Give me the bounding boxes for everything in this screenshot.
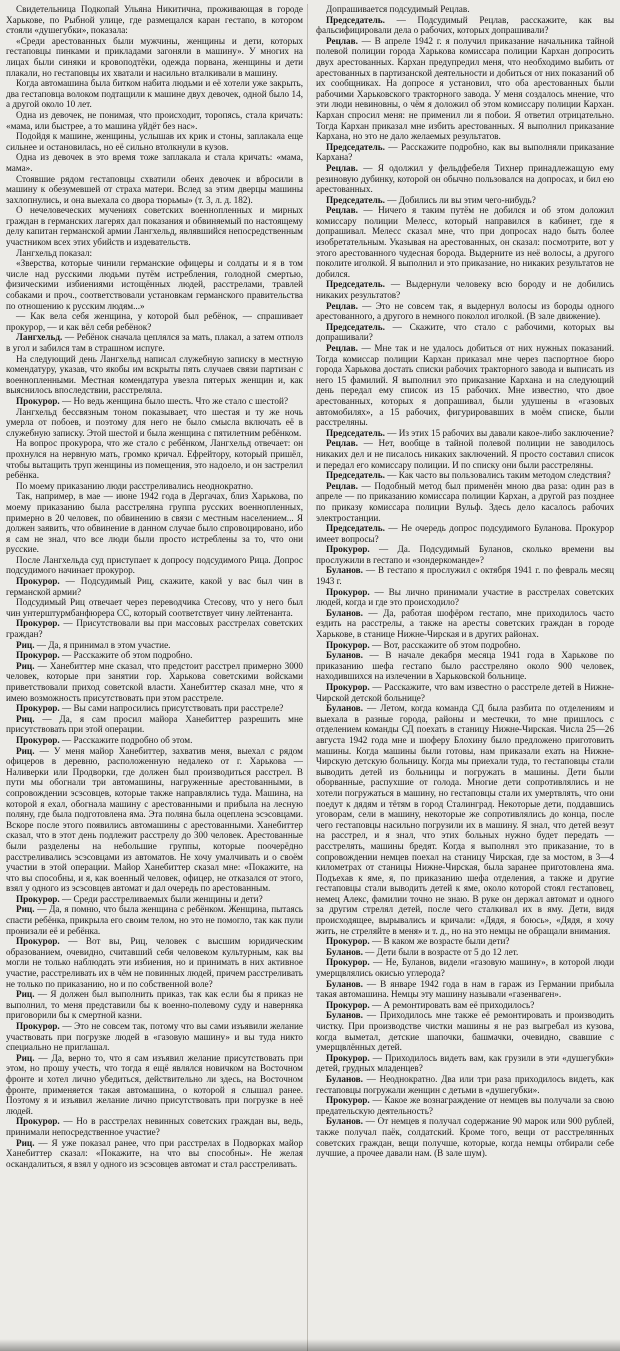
speaker-name: Председатель. [326,141,385,152]
speaker-name: Прокурор. [16,1021,60,1031]
paragraph: Риц. — Я должен был выполнить приказ, так как если бы я приказ не выполнил, то меня представили бы к военно-полевому суду и наверняка приговорили бы к смертной казни. [6,989,303,1021]
speaker-name: Буланов. [326,978,363,989]
speaker-name: Буланов. [326,703,363,714]
paragraph: Стоявшие рядом гестаповцы схватили обеих девочек и вбросили в машину к обезумевшей от страха матери. Вслед за этим дверцы машины захлопнулись, и она выехала со двора тюрьмы» (т. 3, л. д. 182). [6,173,303,205]
speaker-name: Рецлав. [326,300,358,311]
paragraph: Буланов. — Дети были в возрасте от 5 до 12 лет. [326,946,519,957]
paragraph: Так, например, в мае — июне 1942 года в Дергачах, близ Харькова, по моему приказанию была расстреляна группа русских военнопленных, примерно в 20 человек, по обвинению в связи с местным населением... Я должен заявить, что обвинение в данном случае было спровоцировано, ибо я сам не знал, что все люди были просто истреблены за то, что они русские. [6,491,303,555]
paragraph: По моему приказанию люди расстреливались неоднократно. [16,480,254,491]
paragraph: Прокурор. — Расскажите, что вам известно о расстреле детей в Нижне-Чирской детской больнице? [316,682,614,703]
speaker-name: Буланов. [326,607,363,618]
speaker-name: Прокурор. [326,639,370,650]
paragraph: Рецлав. — Подобный метод был применён мною два раза: один раз в апреле — по приказанию комиссара полиции Кархан, а другой раз позднее по приказу комиссара полиции Вульф. Здесь дело касалось рабочих электростанции. [316,480,614,523]
speaker-name: Председатель. [326,194,385,205]
paragraph: Рецлав. — В апреле 1942 г. я получил приказание начальника тайной полевой полиции города Харькова комиссара полиции Кархан допросить двух арестованных. Кархан предупредил меня, что необходимо выбить от арестованных в партизанской деятельности и добиться от них показаний об их сообщниках. На допросе я установил, что оба арестованных были рабочими Харьковского тракторного завода. У меня создалось мнение, что эти люди невиновны, о чём я доложил об этом комиссару полиции Кархан. Кархан спросил меня: не применил ли я побои. Я ответил отрицательно. Тогда Кархан приказал мне избить арестованных. Я выполнил приказание Кархана, но это не дало желаемых результатов. [316,35,614,142]
paragraph: — Как вела себя женщина, у которой был ребёнок, — спрашивает прокурор, — и как вёл себя ребёнок? [6,311,303,332]
paragraph: Риц. — Да, я сам просил майора Ханебиттер разрешить мне присутствовать при этой операции. [6,713,303,735]
speaker-name: Буланов. [326,1010,363,1021]
speaker-name: Председатель. [326,321,385,332]
speaker-name: Прокурор. [16,734,60,745]
speaker-name: Риц. [16,639,35,650]
paragraph: Председатель. — Добились ли вы этим чего-нибудь? [326,194,536,205]
speaker-name: Рецлав. [326,438,358,449]
paragraph: Прокурор. — Приходилось видеть вам, как грузили в эти «душегубки» детей, грудных младенцев? [316,1052,614,1074]
paragraph: Лангхельд показал: [16,247,93,258]
right-column [316,4,614,1351]
paragraph: Прокурор. — Подсудимый Риц, скажите, какой у вас был чин в германской армии? [6,576,303,597]
paragraph: Прокурор. — Вы лично принимали участие в расстрелах советских людей, когда и где это происходило? [316,586,614,608]
paragraph: Прокурор. — Среди расстреливаемых были женщины и дети? [16,893,263,904]
paragraph: Когда автомашина была битком набита людьми и её хотели уже закрыть, два гестаповца волоком подтащили к машине двух девочек, одной было 14, а другой около 10 лет. [6,78,303,110]
speaker-name: Прокурор. [326,544,370,555]
speaker-name: Рецлав. [326,162,358,173]
speaker-name: Риц. [16,1052,35,1063]
speaker-name: Рецлав. [326,480,358,491]
speaker-name: Риц. [16,989,35,1000]
paragraph: Прокурор. — Вот, расскажите об этом подробно. [326,639,521,650]
paragraph: Председатель. — Не очередь допрос подсудимого Буланова. Прокурор имеет вопросы? [316,523,614,544]
speaker-name: Прокурор. [16,703,60,714]
paragraph: Прокурор. — А ремонтировать вам её приходилось? [326,999,535,1010]
paragraph: На следующий день Лангхельд написал служебную записку в местную комендатуру, указав, что якобы им вскрыты пять случаев связи партизан с военнопленными. Местная комендатура увезла пятерых женщин и, как выяснилось впоследствии, расстреляла. [6,353,303,396]
speaker-name: Прокурор. [326,682,370,692]
paragraph: Риц. — Да, я принимал в этом участие. [16,639,171,650]
paragraph: Риц. — Да, верно то, что я сам изъявил желание присутствовать при этом, но прошу учесть, что тогда я ещё являлся новичком на Восточном фронте и хотел лично убедиться, действительно ли здесь, на Восточном фронте, применяется такая автомашина, о которой я слышал ранее. Поэтому я и изъявил желание лично присутствовать при погрузке в неё людей. [6,1052,303,1116]
paragraph: Председатель. — Выдернули человеку всю бороду и не добились никаких результатов? [316,279,614,301]
speaker-name: Председатель. [326,279,385,290]
paragraph: «Зверства, которые чинили германские офицеры и солдаты и я в том числе над русскими людьми путём истребления, голодной смертью, физическими избиениями истощённых людей, расстрелами, травлей собаками и проч., соответствовали установкам германского правительства по отношению к русским людям...» [6,258,303,311]
speaker-name: Буланов. [326,565,363,576]
paragraph: Буланов. — Летом, когда команда СД была разбита по отделениям и выехала в разные города, районы и местечки, то мне пришлось с отделением команды СД поехать в станицу Нижне-Чирская. Числа 25—26 августа 1942 года мне и шоферу Блохину было предложено приготовить машины. Когда машины были готовы, нам приказали ехать на Нижне-Чирскую детскую больницу. Когда мы приехали туда, то гестаповцы стали выводить детей из больницы и погружать в машины. Дети были оборванные, распухшие от голода. Многие дети сопротивлялись и не хотели погружаться в машину, но гестаповцы стали их умертвлять, что они поедут к дядям и тётям в город Сталинград. Некоторые дети, поддавшись уговорам, сели в машину, некоторые же сопротивлялись до конца, после чего гестаповцы насильно погрузили их в машину. Я знал, что детей везут на расстрел, и я знал, что этих больных нужно будет передать — расстрелять, машины бредят. Когда я выполнял это приказание, то в сопровождении немцев поехал на станицу Чирская, где за мостом, в 3—4 километрах от станицы Нижне-Чирская, была заранее приготовлена яма. Подъехав к яме, я, по приказанию шефа отделения, а также и другие гестаповцы стали выводить детей к яме, около которой стоял гестаповец, немец Алекс, фамилии точно не знаю. В руке он держал автомат и одного за другим стрелял детей, после чего сталкивал их в яму. Дети, видя происходящее, вырывались и кричали: «Дядя, я боюсь», «Дядя, я хочу жить, не стреляйте в меня» и т. д., но на это немцы не обращали внимания. [316,703,614,936]
speaker-name: Риц. [16,713,35,724]
speaker-name: Буланов. [326,1116,363,1127]
paragraph: Допрашивается подсудимый Рецлав. [326,4,470,14]
paragraph: Рецлав. — Нет, вообще в тайной полевой полиции не заводилось никаких дел и не писалось никаких заключений. Я просто составил список и передал его комиссару полиции. И по списку они были расстреляны. [316,438,614,470]
paragraph: Подойдя к машине, женщины, услышав их крик и стоны, заплакала еще сильнее и остановилась, но её сильно втолкнули в кузов. [6,131,303,152]
paragraph: Прокурор. — Присутствовали вы при массовых расстрелах советских граждан? [6,618,303,640]
paragraph: Прокурор. — Вот вы, Риц, человек с высшим юридическим образованием, очевидно, считавший себя человеком культурным, как вы могли не только наблюдать эти избиения, но и принимать в них активное участие, расстреливать их в чём не повинных людей, причем расстреливать не только по приказанию, но и по собственной воле? [6,936,303,989]
speaker-name: Прокурор. [16,936,60,947]
speaker-name: Прокурор. [16,618,60,629]
speaker-name: Прокурор. [326,957,370,968]
speaker-name: Буланов. [326,650,363,661]
speaker-name: Прокурор. [326,936,370,947]
speaker-name: Рецлав. [326,35,358,46]
paragraph: Подсудимый Риц отвечает через переводчика Стесову, что у него был чин унтерштурмбанфюрера СС, который соответствует чину лейтенанта. [6,597,303,618]
paragraph: О нечеловеческих мучениях советских военнопленных и мирных граждан в германских лагерях дал показания и обвиняемый по настоящему делу капитан германской армии Лангхельд, являвшийся непосредственным участником всех этих убийств и издевательств. [6,205,303,248]
paragraph: Лангхельд бессвязным тоном показывает, что шестая и ту же ночь умерла от побоев, и поэтому для него не было смысла включать её в служебную записку. Этой шестой и была женщина с пятилетним ребёнком. [6,406,303,438]
paragraph: Риц. — Да, я помню, что была женщина с ребёнком. Женщина, пытаясь спасти ребёнка, прикрыла его своим телом, но это не помогло, так как пули пронизали её и ребёнка. [6,904,303,936]
paragraph: Прокурор. — Да. Подсудимый Буланов, сколько времени вы прослужили в гестапо и «зондеркоманде»? [316,544,614,565]
speaker-name: Председатель. [326,523,385,534]
paragraph: Рецлав. — Ничего я таким путём не добился и об этом доложил комиссару полиции Мелесс, который направился в кабинет, где я допрашивал. Мелесс сказал мне, что при допросах надо быть более изобретательным. Указывая на арестованных, он сказал: посмотрите, вот у этого арестованного чудесная борода. Выдерните из неё волосы, а другого поколите иголкой. Я выполнил и это приказание, но никаких результатов не добился. [316,205,614,279]
paragraph: Рецлав. — Мне так и не удалось добиться от них нужных показаний. Тогда комиссар полиции Кархан приказал мне через паспортное бюро города Харькова достать списки рабочих тракторного завода и выписать из него 15 фамилий. Я выполнил это приказание Кархана и на следующий день передал ему список из 15 рабочих. Мне известно, что двое арестованных, которых я допрашивал, были удушены в «газовых автомобилях», а 15 рабочих, фигурировавших в моём списке, были расстреляны. [316,343,614,428]
paragraph: Рецлав. — Я одолжил у фельдфебеля Тихнер принадлежащую ему резиновую дубинку, которой он обычно пользовался на допросах, и бил ею арестованных. [316,162,614,195]
paragraph: Буланов. — Приходилось мне также её ремонтировать и производить чистку. При производстве чистки машины я не раз выгребал из кузова, когда выметал, детские шапочки, башмачки, очевидно, свавшие с умерщвлённых детей. [316,1010,614,1053]
speaker-name: Прокурор. [326,1095,370,1106]
paragraph: «Среди арестованных были мужчины, женщины и дети, которых гестаповцы пинками и прикладами загоняли в машину». У многих на лицах были синяки и кровоподтёки, одежда порвана, женщины и дети плакали, но гестаповцы их хватали и насильно вталкивали в машину. [6,35,303,78]
paragraph: Прокурор. — Какое же вознаграждение от немцев вы получали за свою предательскую деятельность? [316,1095,614,1116]
paragraph: Буланов. — В начале декабря месяца 1941 года в Харькове по приказанию шефа гестапо было расстреляно около 900 человек, находившихся на излечении в Харьковской больнице. [316,650,614,682]
speaker-name: Председатель. [326,14,385,25]
speaker-name: Прокурор. [16,893,60,904]
left-column [6,4,308,1351]
paragraph: Председатель. — Подсудимый Рецлав, расскажите, как вы фальсифицировали дела о рабочих, которых допрашивали? [316,14,614,36]
paragraph: Риц. — Ханебиттер мне сказал, что предстоит расстрел примерно 3000 человек, которые при занятии гор. Харькова советскими войсками приветствовали приход советской власти. Ханебиттер сказал мне, что я имею возможность присутствовать при этом расстреле. [6,660,303,703]
speaker-name: Рецлав. [326,343,358,353]
paragraph: Одна из девочек, не понимая, что происходит, торопясь, стала кричать: «мама, или быстрее, а то машина уйдёт без нас». [6,109,303,131]
speaker-name: Председатель. [326,470,385,481]
speaker-name: Рецлав. [326,205,358,216]
paragraph: Прокурор. — Вы сами напросились присутствовать при расстреле? [16,703,284,714]
paragraph: Председатель. — Как часто вы пользовались таким методом следствия? [326,470,611,481]
paragraph: Прокурор. — Но в расстрелах невинных советских граждан вы, ведь, принимали непосредственное участие? [6,1116,303,1137]
paragraph: Председатель. — Расскажите подробно, как вы выполняли приказание Кархана? [316,141,614,163]
paragraph: После Лангхельда суд приступает к допросу подсудимого Рица. Допрос подсудимого начинает прокурор. [6,554,303,576]
speaker-name: Буланов. [326,1073,363,1084]
paragraph: Буланов. — Да, работая шофёром гестапо, мне приходилось часто ездить на расстрелы, а также на аресты советских граждан в городе Харькове, в станице Нижне-Чирская и в других районах. [316,607,614,640]
paragraph: Председатель. — Из этих 15 рабочих вы давали какое-либо заключение? [326,427,614,438]
paragraph: Прокурор. — Расскажите об этом подробно. [16,650,193,661]
paragraph: Риц. — У меня майор Ханебиттер, захватив меня, выехал с рядом офицеров в деревню, расположенную недалеко от г. Харькова — Наливерки или Продворки, где должен был производиться расстрел. В пути мы обогнали три автомашины, нагруженные арестованными, в сопровождении эсэсовцев, которые также направлялись туда. Машина, на которой я ехал, обогнала машину с арестованными и прибыла на лесную поляну, где была подготовлена яма. Эта поляна была оцеплена эсэсовцами. Вскоре после этого появились автомашины с арестованными. Ханебиттер сказал, что в этот день подлежит расстрелу до 300 человек. Арестованные были разделены на небольшие группы, которые поочерёдно расстреливались эсэсовцами из автоматов. Не хочу умалчивать и о своём участии в этой операции. Майор Ханебиттер сказал мне: «Покажите, на что вы способны, и я, как военный человек, офицер, не отказался от этого, взял у одного из эсэсовцев автомат и дал очередь по арестованным. [6,745,303,894]
speaker-name: Риц. [16,660,35,671]
paragraph: Прокурор. — Не, Буланов, видели «газовую машину», в которой люди умерщвлялись окисью углерода? [316,957,614,979]
speaker-name: Прокурор. [16,576,60,587]
paragraph: Свидетельница Подкопай Ульяна Никитична, проживающая в городе Харькове, по Рыбной улице, где размещался каран гестапо, в котором стояли «душегубки», показала: [6,4,303,36]
speaker-name: Лангхельд. [16,332,63,343]
paragraph: Буланов. — В январе 1942 года в нам в гараж из Германии прибыла такая автомашина. Немцы эту машину называли «газенваген». [316,978,614,1000]
paragraph: Прокурор. — Расскажите подробно об этом. [16,734,193,745]
paragraph: Прокурор. — Это не совсем так, потому что вы сами изъявили желание участвовать при погрузке людей в «газовую машину» и вы туда никто специально не приглашал. [6,1021,303,1053]
paragraph: Председатель. — Скажите, что стало с рабочими, которых вы допрашивали? [316,321,614,343]
speaker-name: Риц. [16,745,35,756]
speaker-name: Прокурор. [326,586,370,597]
paragraph: Риц. — Я уже показал ранее, что при расстрелах в Подворках майор Ханебиттер сказал: «Покажите, на что вы способны». Не желая оскандалиться, я взял у одного из эсэсовцев автомат и стал расстреливать. [6,1137,303,1169]
speaker-name: Прокурор. [16,1116,60,1127]
paragraph: Одна из девочек в это время тоже заплакала и стала кричать: «мама, мама». [6,152,303,173]
speaker-name: Буланов. [326,946,363,957]
paragraph: Прокурор. — В каком же возрасте были дети? [326,936,510,947]
speaker-name: Риц. [16,904,35,915]
paragraph: Лангхельд. — Ребёнок сначала цеплялся за мать, плакал, а затем отполз в угол и забился там в страшном испуге. [6,332,303,353]
speaker-name: Прокурор. [326,1052,370,1063]
paragraph: Буланов. — Неоднократно. Два или три раза приходилось видеть, как гестаповцы погружали женщин с детьми в «душегубки». [316,1073,614,1095]
speaker-name: Прокурор. [16,395,60,406]
paragraph: Рецлав. — Это не совсем так, я выдернул волосы из бороды одного арестованного, а другого в немного поколол иголкой. (В зале движение). [316,300,614,322]
speaker-name: Председатель. [326,427,385,438]
speaker-name: Риц. [16,1137,35,1148]
paragraph: Буланов. — От немцев я получал содержание 90 марок или 900 рублей, также получал паёк, солдатский. Кроме того, вещи от расстрелянных советских граждан, вещи получше, которые, когда немцы отбирали себе лучшие, а прочее давали нам. (В зале шум). [316,1116,614,1159]
speaker-name: Прокурор. [326,999,370,1010]
scan-bottom-edge [0,1339,620,1351]
speaker-name: Прокурор. [16,650,60,661]
paragraph: Прокурор. — Но ведь женщина было шесть. Что же стало с шестой? [16,395,289,406]
paragraph: На вопрос прокурора, что же стало с ребёнком, Лангхельд отвечает: он прохнулся на нервную мать, громко кричал. Ефрейтору, который пришёл, чтобы вытащить труп женщины из помещения, это надоело, и он застрелил ребёнка. [6,438,303,481]
paragraph: Буланов. — В гестапо я прослужил с октября 1941 г. по февраль месяц 1943 г. [316,565,614,587]
